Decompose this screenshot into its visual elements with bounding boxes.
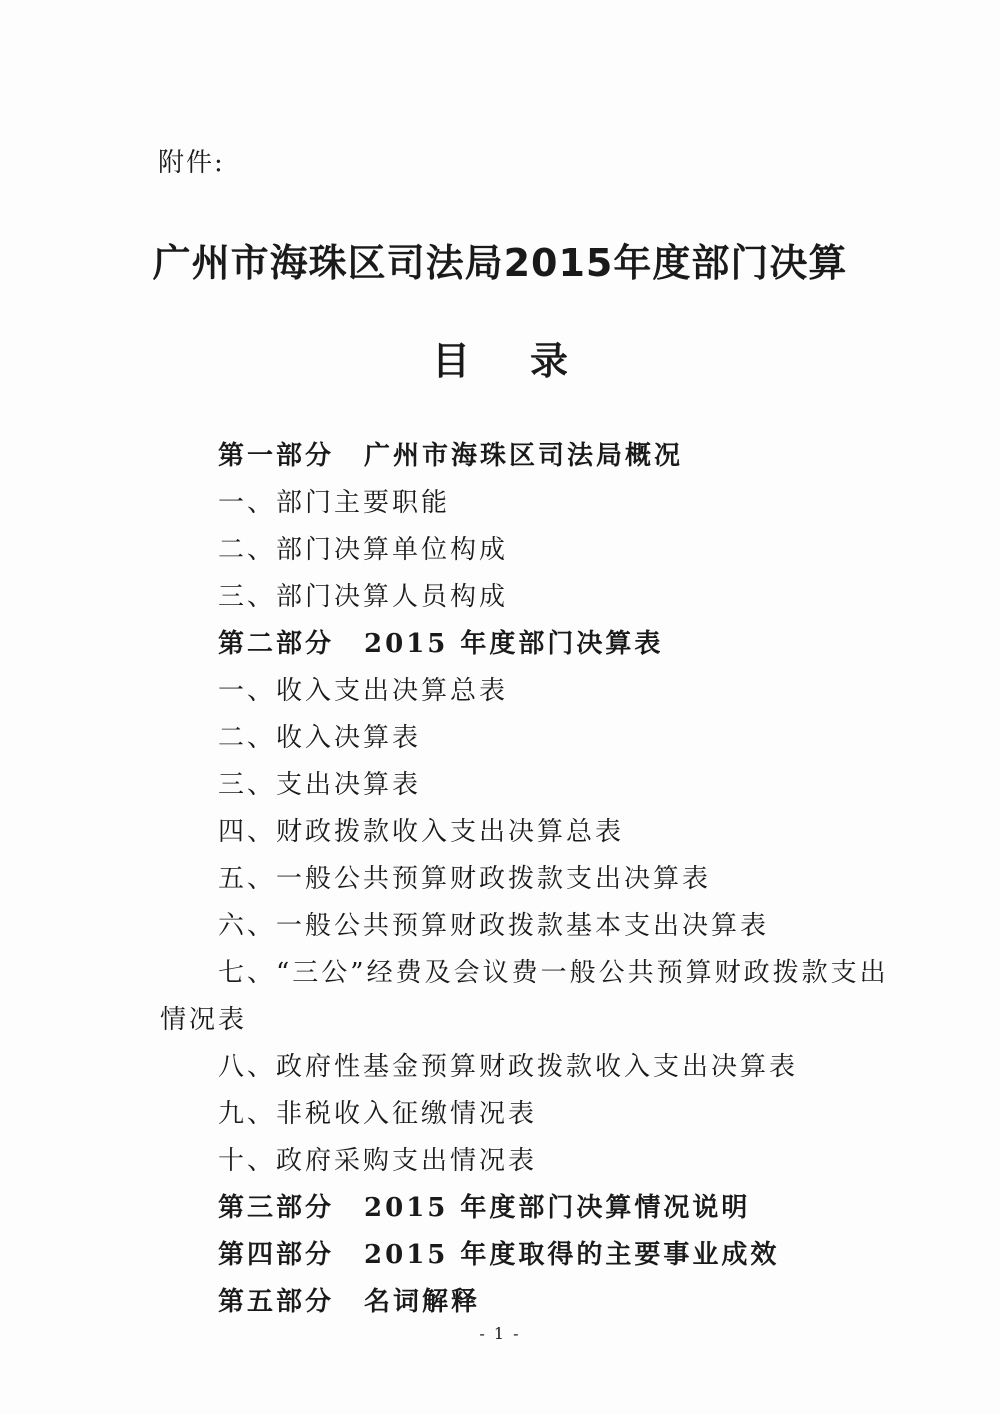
toc-item: 三、部门决算人员构成: [218, 582, 509, 612]
toc-part-title: 名词解释: [364, 1287, 481, 1317]
toc-part-title: 广州市海珠区司法局概况: [364, 441, 684, 471]
toc-item: 二、收入决算表: [218, 723, 422, 753]
attachment-label: 附件:: [158, 148, 225, 178]
toc-item: 八、政府性基金预算财政拨款收入支出决算表: [218, 1052, 799, 1082]
toc-item: 九、非税收入征缴情况表: [218, 1099, 538, 1129]
document-title: 广州市海珠区司法局2015年度部门决算: [152, 241, 848, 285]
toc-part-title: 2015 年度部门决算表: [364, 629, 664, 659]
toc-item: 一、部门主要职能: [218, 488, 451, 518]
toc-part-title: 2015 年度部门决算情况说明: [364, 1193, 751, 1223]
toc-item: 五、一般公共预算财政拨款支出决算表: [218, 864, 712, 894]
toc-part-number: 第二部分: [218, 629, 335, 659]
toc-part-number: 第四部分: [218, 1240, 335, 1270]
toc-part-number: 第一部分: [218, 441, 335, 471]
toc-heading: 目录: [431, 339, 628, 383]
toc-part-5: [218, 1281, 480, 1318]
toc-item: 二、部门决算单位构成: [218, 535, 509, 565]
toc-part-1: [218, 435, 683, 472]
toc-item-continuation: 情况表: [160, 1005, 248, 1035]
toc-item: 十、政府采购支出情况表: [218, 1146, 538, 1176]
toc-part-number: 第三部分: [218, 1193, 335, 1223]
toc-part-3: [218, 1187, 750, 1224]
toc-item: 一、收入支出决算总表: [218, 676, 509, 706]
toc-item: 六、一般公共预算财政拨款基本支出决算表: [218, 911, 770, 941]
toc-part-number: 第五部分: [218, 1287, 335, 1317]
toc-part-4: [218, 1234, 779, 1271]
toc-part-title: 2015 年度取得的主要事业成效: [364, 1240, 780, 1270]
page-number: - 1 -: [479, 1324, 521, 1343]
toc-item: 三、支出决算表: [218, 770, 422, 800]
toc-item: 四、财政拨款收入支出决算总表: [218, 817, 625, 847]
toc-part-2: [218, 623, 663, 660]
toc-item: 七、“三公”经费及会议费一般公共预算财政拨款支出: [218, 958, 889, 988]
